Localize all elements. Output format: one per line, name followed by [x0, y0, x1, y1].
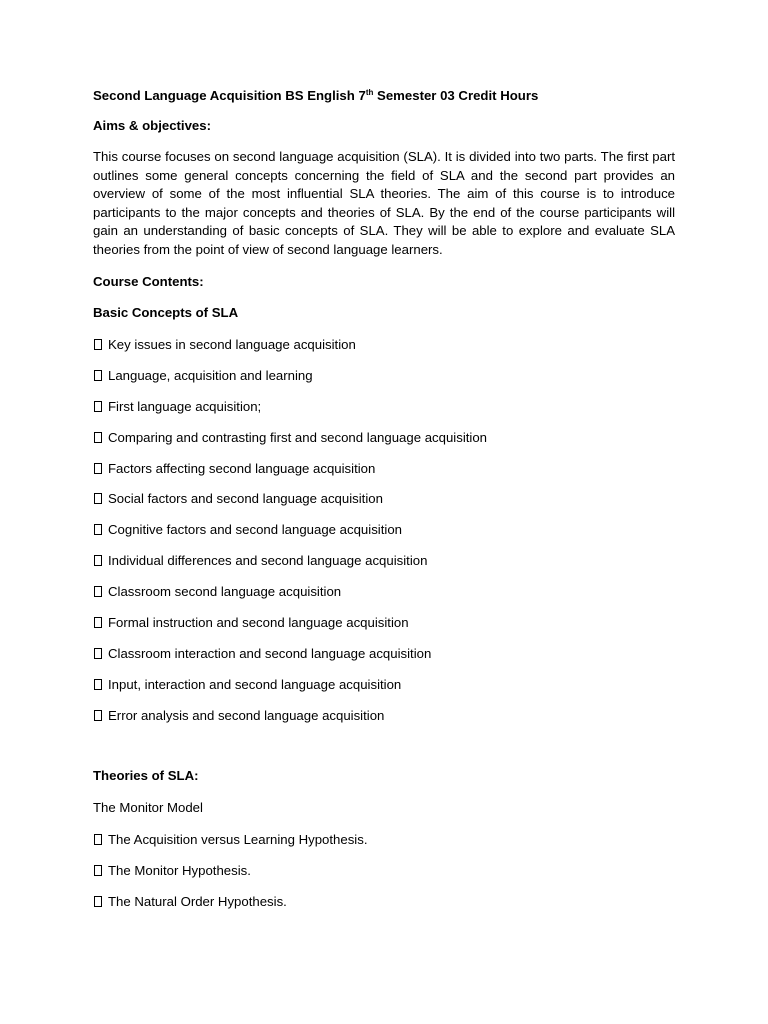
list-item: The Acquisition versus Learning Hypothesis.	[93, 831, 368, 849]
document-title	[93, 87, 538, 105]
missing-glyph-box-icon	[94, 679, 102, 690]
missing-glyph-box-icon	[94, 865, 102, 876]
missing-glyph-box-icon	[94, 463, 102, 474]
list-item: First language acquisition;	[93, 398, 261, 416]
list-item: Error analysis and second language acquisition	[93, 707, 384, 725]
list-item: Comparing and contrasting first and second language acquisition	[93, 429, 487, 447]
title-superscript: th	[365, 88, 374, 97]
list-item: Individual differences and second language acquisition	[93, 552, 427, 570]
missing-glyph-box-icon	[94, 586, 102, 597]
missing-glyph-box-icon	[94, 648, 102, 659]
aims-heading: Aims & objectives:	[93, 118, 211, 133]
list-item: Formal instruction and second language acquisition	[93, 614, 409, 632]
list-item: Factors affecting second language acquisition	[93, 460, 375, 478]
list-item: Language, acquisition and learning	[93, 367, 313, 385]
theories-heading: Theories of SLA:	[93, 768, 199, 783]
missing-glyph-box-icon	[94, 524, 102, 535]
list-item: Key issues in second language acquisition	[93, 336, 356, 354]
missing-glyph-box-icon	[94, 834, 102, 845]
missing-glyph-box-icon	[94, 710, 102, 721]
course-contents-heading: Course Contents:	[93, 274, 204, 289]
list-item: Classroom interaction and second language acquisition	[93, 645, 431, 663]
list-item: Input, interaction and second language acquisition	[93, 676, 401, 694]
aims-paragraph: This course focuses on second language acquisition (SLA). It is divided into two parts. The first part outlines some general concepts concerning the field of SLA and the second part provides an overview of some of the most influential SLA theories. The aim of this course is to introduce participants to the major concepts and theories of SLA. By the end of the course participants will gain an understanding of basic concepts of SLA. They will be able to explore and evaluate SLA theories from the point of view of second language learners.	[93, 149, 675, 257]
missing-glyph-box-icon	[94, 493, 102, 504]
missing-glyph-box-icon	[94, 401, 102, 412]
monitor-model-heading: The Monitor Model	[93, 800, 203, 815]
list-item: The Monitor Hypothesis.	[93, 862, 251, 880]
basic-concepts-heading: Basic Concepts of SLA	[93, 305, 239, 320]
missing-glyph-box-icon	[94, 370, 102, 381]
title-text: Second Language Acquisition BS English 7	[93, 88, 366, 103]
title-text-suffix: Semester 03 Credit Hours	[373, 88, 539, 103]
missing-glyph-box-icon	[94, 339, 102, 350]
missing-glyph-box-icon	[94, 896, 102, 907]
missing-glyph-box-icon	[94, 555, 102, 566]
missing-glyph-box-icon	[94, 432, 102, 443]
missing-glyph-box-icon	[94, 617, 102, 628]
list-item: Cognitive factors and second language acquisition	[93, 521, 402, 539]
list-item: Social factors and second language acquisition	[93, 490, 383, 508]
list-item: The Natural Order Hypothesis.	[93, 893, 287, 911]
list-item: Classroom second language acquisition	[93, 583, 341, 601]
